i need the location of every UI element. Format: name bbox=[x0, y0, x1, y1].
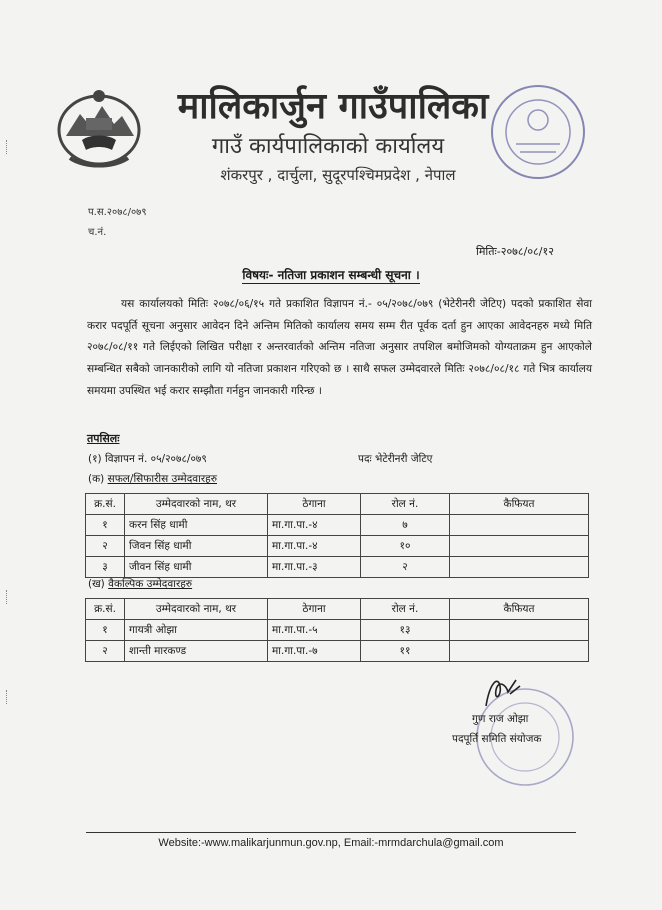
subject-text: विषयः- नतिजा प्रकाशन सम्बन्धी सूचना । bbox=[242, 268, 420, 282]
cell-sn: १ bbox=[86, 515, 125, 536]
municipality-title: मालिकार्जुन गाउँपालिका bbox=[177, 85, 489, 127]
section-b-title bbox=[88, 577, 192, 591]
table-row bbox=[86, 557, 589, 578]
col-header-remarks: कैफियत bbox=[450, 599, 589, 620]
section-a-label: सफल/सिफारीस उम्मेदवारहरु bbox=[107, 473, 217, 485]
col-header-remarks: कैफियत bbox=[450, 494, 589, 515]
cell-sn: ३ bbox=[86, 557, 125, 578]
body-text: यस कार्यालयको मितिः २०७८/०६/१५ गते प्रकाशित विज्ञापन नं.- ०५/२०७८/०७९ (भेटेरीनरी जेटिए) पदको प्रकाशित सेवा करार पदपूर्ति सूचना अनुसार आवेदन दिने अन्तिम मितिको कार्यालय समय सम्म रीत पूर्वक दर्ता हुन आएका आवेदनहरु मध्ये मिति २०७८/०८/११ गते लिईएको लिखित परीक्षा र अन्तरवार्तको अन्तिम नतिजा अनुसार तपशिल बमोजिमको योग्यताक्रम हुन आएकोले सम्बन्धित सबैको जानकारीको लागि यो नतिजा प्रकाशन गरिएको छ । साथै सफल उम्मेदवारले मितिः २०७८/०८/१८ गते भित्र कार्यालय समयमा उपस्थित भई करार सम्झौता गर्नहुन जानकारी गरिन्छ । bbox=[87, 298, 592, 397]
advertisement-number: (१) विज्ञापन नं. ०५/२०७८/०७९ bbox=[88, 453, 207, 465]
cell-roll: ७ bbox=[361, 515, 450, 536]
cell-name: शान्ती मारकण्ड bbox=[125, 641, 268, 662]
cell-roll: ११ bbox=[361, 641, 450, 662]
scan-mark bbox=[6, 690, 10, 704]
col-header-sn: क्र.सं. bbox=[86, 599, 125, 620]
cell-sn: २ bbox=[86, 536, 125, 557]
selected-candidates-table bbox=[85, 493, 589, 578]
cell-sn: १ bbox=[86, 620, 125, 641]
col-header-roll: रोल नं. bbox=[361, 494, 450, 515]
section-b-label: वैकल्पिक उम्मेदवारहरु bbox=[108, 578, 193, 590]
cell-name: करन सिंह धामी bbox=[125, 515, 268, 536]
cell-address: मा.गा.पा.-४ bbox=[268, 536, 361, 557]
table-header-row bbox=[86, 599, 589, 620]
table-row bbox=[86, 641, 589, 662]
table-row bbox=[86, 536, 589, 557]
office-title: गाउँ कार्यपालिकाको कार्यालय bbox=[211, 134, 445, 159]
cell-address: मा.गा.पा.-७ bbox=[268, 641, 361, 662]
table-row bbox=[86, 620, 589, 641]
section-a-title bbox=[88, 472, 217, 486]
col-header-name: उम्मेदवारको नाम, थर bbox=[125, 494, 268, 515]
reference-number: प.स.२०७८/०७९ bbox=[88, 207, 147, 218]
cell-sn: २ bbox=[86, 641, 125, 662]
cell-roll: १३ bbox=[361, 620, 450, 641]
advertisement-post: पदः भेटेरीनरी जेटिए bbox=[358, 453, 433, 465]
alternate-candidates-table bbox=[85, 598, 589, 662]
cell-remarks bbox=[450, 641, 589, 662]
subject-line bbox=[0, 266, 662, 283]
col-header-sn: क्र.सं. bbox=[86, 494, 125, 515]
table-header-row bbox=[86, 494, 589, 515]
body-paragraph bbox=[87, 294, 592, 403]
cell-address: मा.गा.पा.-४ bbox=[268, 515, 361, 536]
cell-remarks bbox=[450, 515, 589, 536]
col-header-address: ठेगाना bbox=[268, 599, 361, 620]
cell-roll: १० bbox=[361, 536, 450, 557]
signatory-name: गुण राज ओझा bbox=[472, 713, 529, 725]
footer-contact: Website:-www.malikarjunmun.gov.np, Email:-mrmdarchula@gmail.com bbox=[158, 837, 504, 849]
cell-remarks bbox=[450, 557, 589, 578]
dispatch-number: च.नं. bbox=[88, 227, 107, 238]
signature-icon bbox=[476, 672, 536, 712]
footer-divider bbox=[86, 832, 576, 833]
office-seal-icon bbox=[486, 80, 590, 184]
cell-address: मा.गा.पा.-३ bbox=[268, 557, 361, 578]
col-header-roll: रोल नं. bbox=[361, 599, 450, 620]
cell-remarks bbox=[450, 536, 589, 557]
cell-roll: २ bbox=[361, 557, 450, 578]
signatory-title: पदपूर्ति समिति संयोजक bbox=[452, 733, 542, 745]
office-address: शंकरपुर , दार्चुला, सुदूरपश्चिमप्रदेश , नेपाल bbox=[220, 166, 456, 184]
section-b-prefix: (ख) bbox=[88, 578, 105, 590]
cell-name: जीवन सिंह धामी bbox=[125, 557, 268, 578]
scan-mark bbox=[6, 590, 10, 604]
table-row bbox=[86, 515, 589, 536]
cell-address: मा.गा.पा.-५ bbox=[268, 620, 361, 641]
nepal-emblem-icon bbox=[50, 84, 148, 170]
cell-name: गायत्री ओझा bbox=[125, 620, 268, 641]
cell-name: जिवन सिंह धामी bbox=[125, 536, 268, 557]
col-header-name: उम्मेदवारको नाम, थर bbox=[125, 599, 268, 620]
cell-remarks bbox=[450, 620, 589, 641]
col-header-address: ठेगाना bbox=[268, 494, 361, 515]
tapasil-heading: तपसिलः bbox=[87, 432, 120, 445]
letter-date: मितिः-२०७८/०८/१२ bbox=[476, 245, 554, 258]
section-a-prefix: (क) bbox=[88, 473, 105, 485]
scan-mark bbox=[6, 140, 10, 154]
